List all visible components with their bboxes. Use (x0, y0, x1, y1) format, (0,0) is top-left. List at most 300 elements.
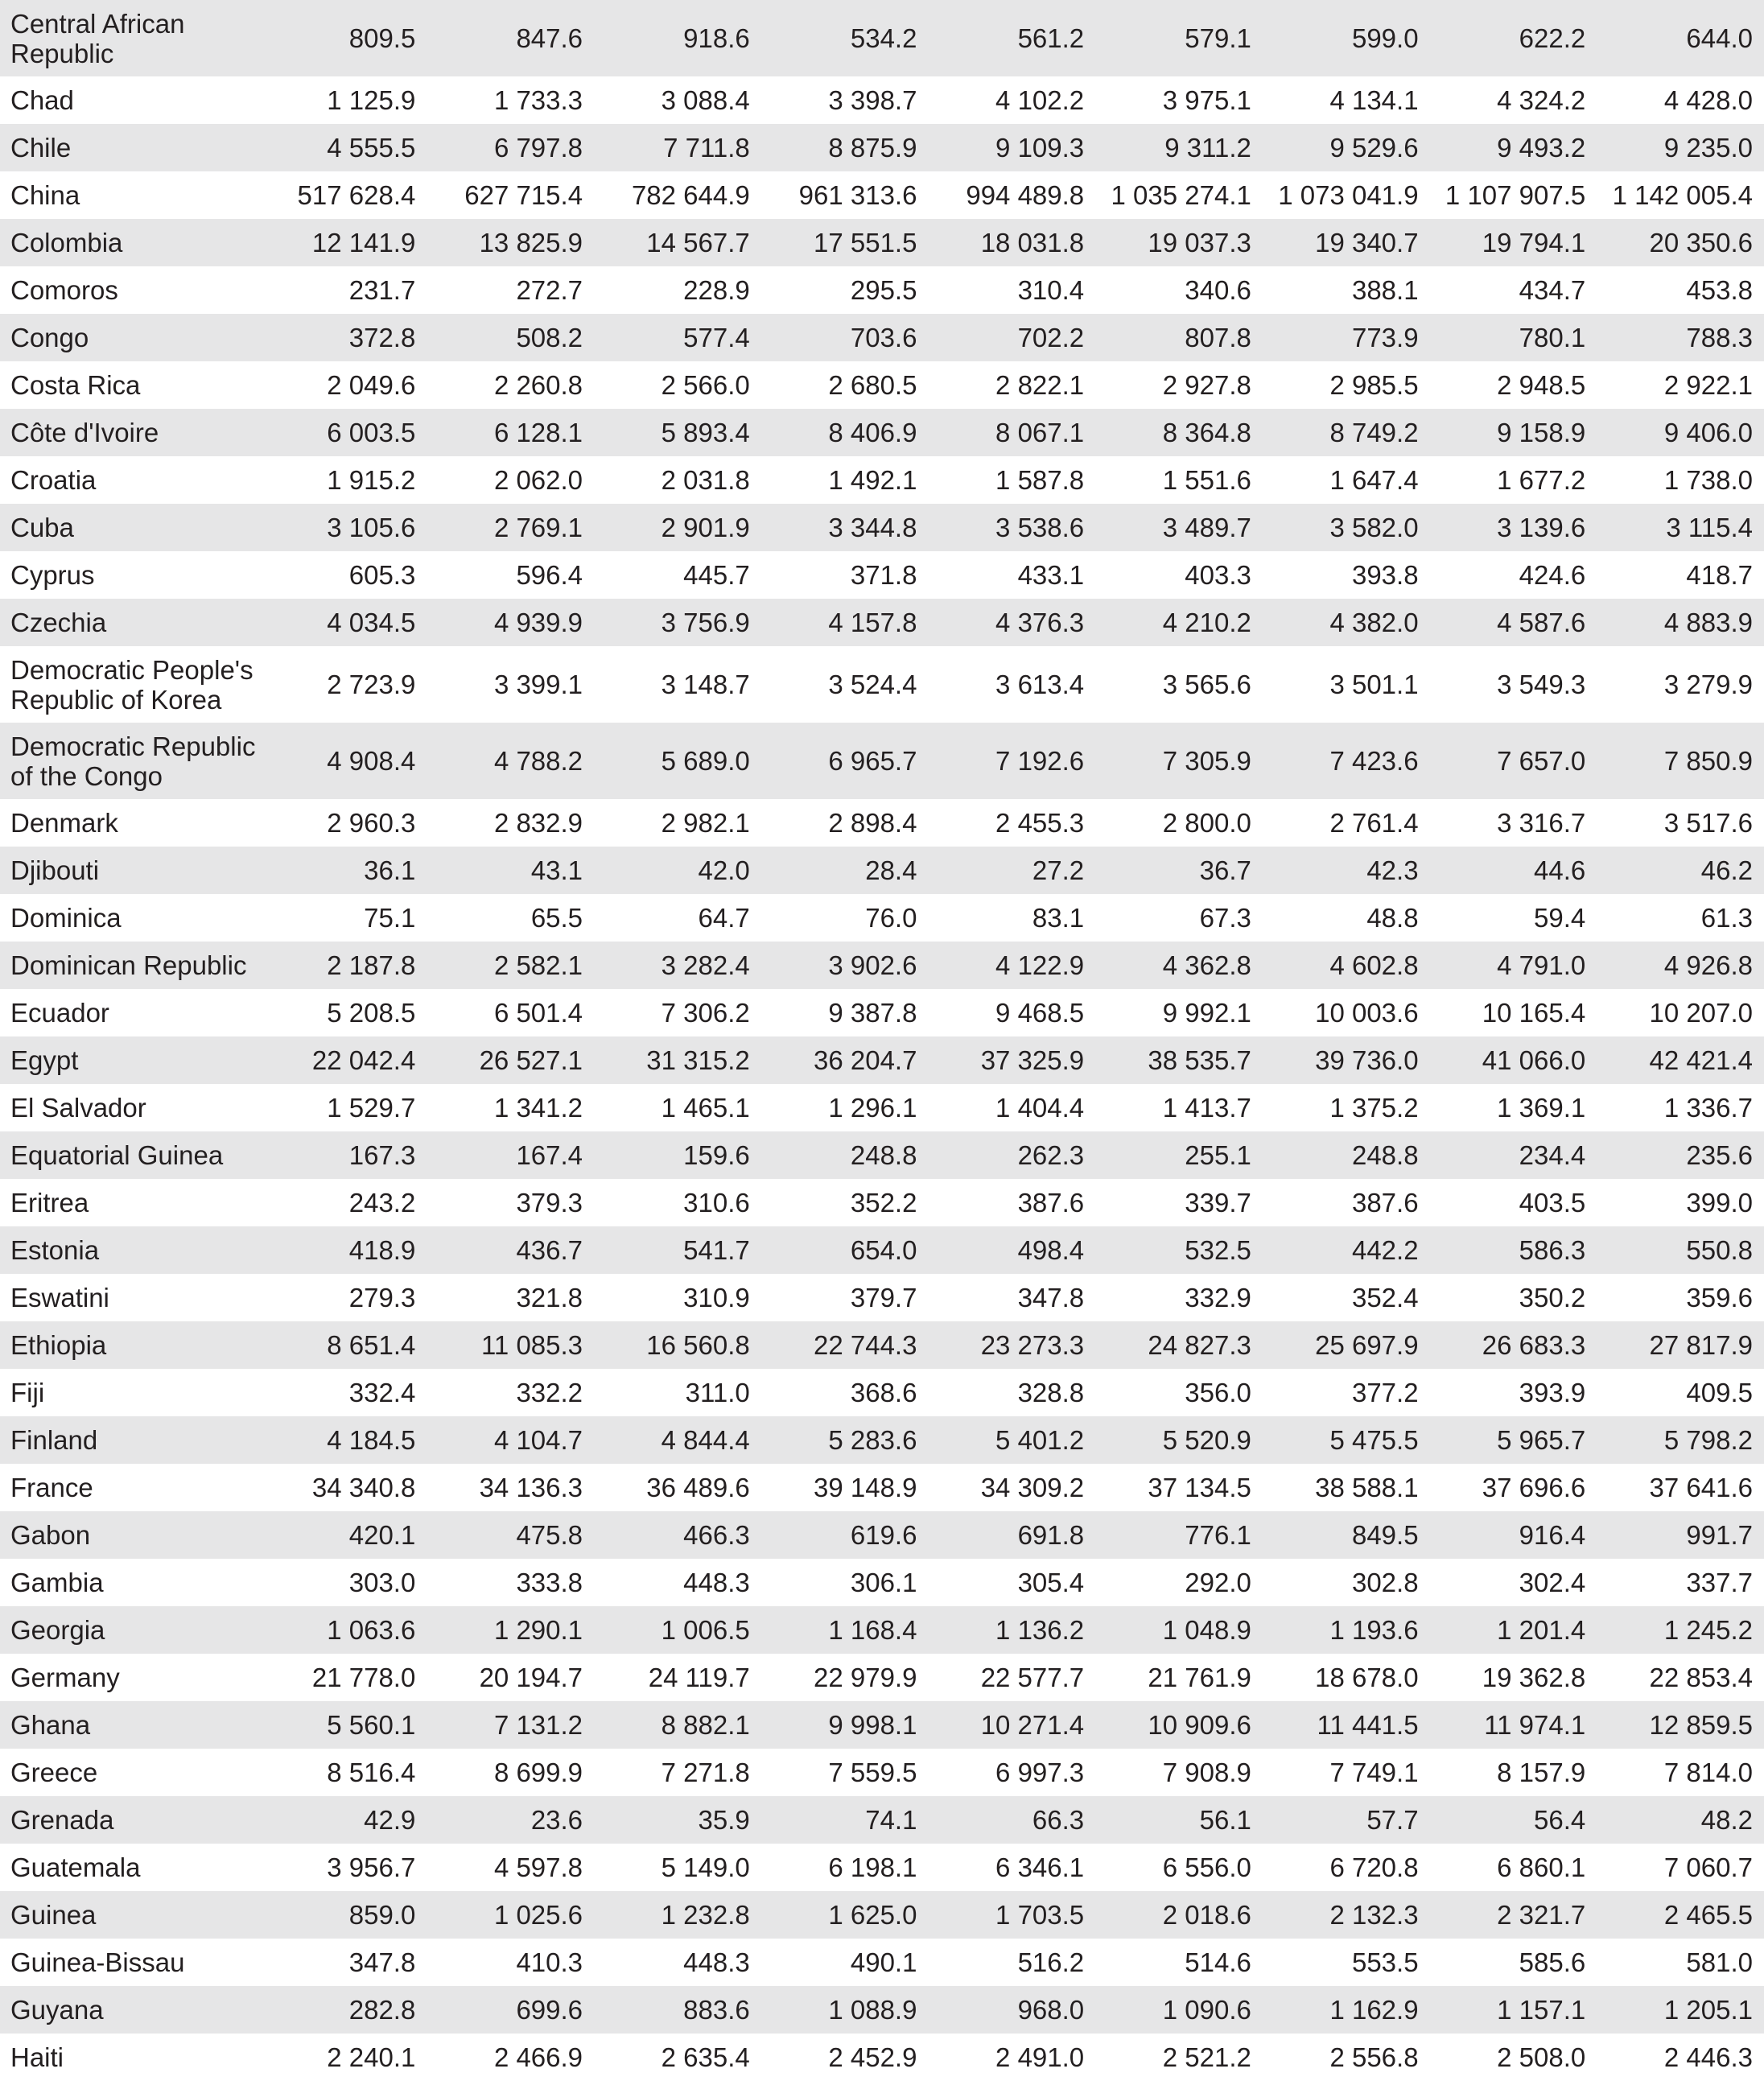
value-cell: 6 720.8 (1329, 1852, 1419, 1882)
value-cell: 6 003.5 (327, 418, 416, 447)
value-cell: 1 006.5 (661, 1615, 750, 1645)
value-cell: 7 850.9 (1663, 746, 1753, 776)
value-cell: 11 085.3 (481, 1330, 583, 1360)
value-cell: 788.3 (1686, 323, 1753, 352)
value-cell: 1 025.6 (493, 1900, 583, 1930)
value-cell: 5 689.0 (661, 746, 750, 776)
value-cell: 1 073 041.9 (1278, 180, 1419, 210)
value-cell: 1 703.5 (995, 1900, 1085, 1930)
value-cell: 4 555.5 (327, 133, 416, 163)
value-cell: 918.6 (683, 23, 750, 53)
table-row (0, 1369, 1764, 1416)
value-cell: 403.5 (1519, 1188, 1586, 1218)
value-cell: 4 883.9 (1663, 608, 1753, 637)
value-cell: 1 193.6 (1329, 1615, 1419, 1645)
value-cell: 3 549.3 (1497, 670, 1586, 699)
value-cell: 4 587.6 (1497, 608, 1586, 637)
value-cell: 282.8 (348, 1995, 416, 2025)
value-cell: 1 404.4 (995, 1093, 1085, 1123)
table-row (0, 1036, 1764, 1084)
country-name-cell: Estonia (10, 1235, 100, 1265)
value-cell: 9 998.1 (828, 1710, 917, 1740)
value-cell: 702.2 (1017, 323, 1085, 352)
value-cell: 4 210.2 (1162, 608, 1251, 637)
value-cell: 310.4 (1017, 275, 1085, 305)
value-cell: 4 791.0 (1497, 950, 1586, 980)
table-row (0, 1559, 1764, 1606)
value-cell: 5 965.7 (1497, 1425, 1586, 1455)
table-row (0, 1274, 1764, 1321)
value-cell: 2 465.5 (1663, 1900, 1753, 1930)
value-cell: 418.7 (1686, 560, 1753, 590)
value-cell: 4 939.9 (493, 608, 583, 637)
value-cell: 442.2 (1351, 1235, 1419, 1265)
value-cell: 1 369.1 (1497, 1093, 1586, 1123)
value-cell: 37 134.5 (1148, 1473, 1251, 1502)
value-cell: 350.2 (1519, 1283, 1586, 1312)
value-cell: 5 208.5 (327, 998, 416, 1028)
value-cell: 17 551.5 (813, 228, 917, 258)
value-cell: 1 677.2 (1497, 465, 1586, 495)
value-cell: 38 588.1 (1315, 1473, 1419, 1502)
table-row (0, 551, 1764, 599)
value-cell: 4 102.2 (995, 85, 1085, 115)
country-name-cell: Colombia (10, 228, 123, 258)
table-row (0, 847, 1764, 894)
value-cell: 41 066.0 (1482, 1045, 1586, 1075)
value-cell: 1 142 005.4 (1612, 180, 1753, 210)
value-cell: 5 401.2 (995, 1425, 1085, 1455)
value-cell: 255.1 (1185, 1140, 1251, 1170)
value-cell: 167.3 (348, 1140, 416, 1170)
value-cell: 48.2 (1700, 1805, 1753, 1835)
value-cell: 42 421.4 (1649, 1045, 1753, 1075)
value-cell: 16 560.8 (646, 1330, 750, 1360)
value-cell: 26 683.3 (1482, 1330, 1586, 1360)
value-cell: 4 122.9 (995, 950, 1085, 980)
value-cell: 292.0 (1185, 1568, 1251, 1597)
value-cell: 1 551.6 (1162, 465, 1251, 495)
value-cell: 21 778.0 (311, 1663, 416, 1692)
value-cell: 7 131.2 (493, 1710, 583, 1740)
value-cell: 3 316.7 (1497, 808, 1586, 838)
table-row (0, 504, 1764, 551)
country-name-cell: Guinea-Bissau (10, 1947, 185, 1977)
value-cell: 57.7 (1366, 1805, 1419, 1835)
country-name-cell: Ecuador (10, 998, 109, 1028)
value-cell: 2 901.9 (661, 513, 750, 542)
value-cell: 3 148.7 (661, 670, 750, 699)
value-cell: 4 844.4 (661, 1425, 750, 1455)
value-cell: 19 362.8 (1482, 1663, 1586, 1692)
country-name-cell: Germany (10, 1663, 120, 1692)
value-cell: 42.3 (1366, 855, 1419, 885)
table-row (0, 1749, 1764, 1796)
value-cell: 8 364.8 (1162, 418, 1251, 447)
value-cell: 8 157.9 (1497, 1758, 1586, 1787)
value-cell: 59.4 (1534, 903, 1586, 933)
table-row (0, 1179, 1764, 1226)
value-cell: 2 455.3 (995, 808, 1085, 838)
value-cell: 2 452.9 (828, 2042, 917, 2072)
value-cell: 22 042.4 (311, 1045, 416, 1075)
country-name-cell: Democratic Republic of the Congo (10, 731, 256, 791)
value-cell: 448.3 (683, 1947, 750, 1977)
country-name-cell: Dominican Republic (10, 950, 247, 980)
value-cell: 5 798.2 (1663, 1425, 1753, 1455)
value-cell: 2 723.9 (327, 670, 416, 699)
value-cell: 1 088.9 (828, 1995, 917, 2025)
value-cell: 305.4 (1017, 1568, 1085, 1597)
value-cell: 393.8 (1351, 560, 1419, 590)
country-name-cell: El Salvador (10, 1093, 146, 1123)
value-cell: 377.2 (1351, 1378, 1419, 1407)
table-row (0, 2034, 1764, 2081)
value-cell: 399.0 (1686, 1188, 1753, 1218)
country-name-cell: Fiji (10, 1378, 45, 1407)
value-cell: 596.4 (516, 560, 583, 590)
value-cell: 379.3 (516, 1188, 583, 1218)
value-cell: 359.6 (1686, 1283, 1753, 1312)
value-cell: 516.2 (1017, 1947, 1085, 1977)
table-row (0, 361, 1764, 409)
value-cell: 445.7 (683, 560, 750, 590)
value-cell: 9 311.2 (1164, 133, 1251, 163)
value-cell: 1 107 907.5 (1445, 180, 1586, 210)
value-cell: 35.9 (698, 1805, 750, 1835)
value-cell: 321.8 (516, 1283, 583, 1312)
value-cell: 424.6 (1519, 560, 1586, 590)
value-cell: 3 115.4 (1666, 513, 1753, 542)
value-cell: 8 406.9 (828, 418, 917, 447)
value-cell: 368.6 (850, 1378, 917, 1407)
value-cell: 4 184.5 (327, 1425, 416, 1455)
value-cell: 807.8 (1185, 323, 1251, 352)
value-cell: 550.8 (1686, 1235, 1753, 1265)
value-cell: 22 577.7 (980, 1663, 1085, 1692)
value-cell: 7 271.8 (661, 1758, 750, 1787)
value-cell: 4 362.8 (1162, 950, 1251, 980)
value-cell: 6 346.1 (995, 1852, 1085, 1882)
value-cell: 22 744.3 (813, 1330, 917, 1360)
value-cell: 19 037.3 (1148, 228, 1251, 258)
value-cell: 2 927.8 (1162, 370, 1251, 400)
value-cell: 508.2 (516, 323, 583, 352)
value-cell: 4 428.0 (1663, 85, 1753, 115)
value-cell: 65.5 (530, 903, 583, 933)
value-cell: 1 125.9 (327, 85, 416, 115)
country-name-cell: Dominica (10, 903, 122, 933)
value-cell: 4 788.2 (493, 746, 583, 776)
value-cell: 2 321.7 (1497, 1900, 1586, 1930)
value-cell: 3 139.6 (1497, 513, 1586, 542)
value-cell: 37 641.6 (1649, 1473, 1753, 1502)
value-cell: 39 148.9 (813, 1473, 917, 1502)
value-cell: 311.0 (685, 1378, 750, 1407)
value-cell: 1 090.6 (1162, 1995, 1251, 2025)
value-cell: 56.1 (1199, 1805, 1251, 1835)
value-cell: 2 898.4 (828, 808, 917, 838)
value-cell: 295.5 (850, 275, 917, 305)
value-cell: 6 797.8 (493, 133, 583, 163)
value-cell: 243.2 (348, 1188, 416, 1218)
value-cell: 1 733.3 (493, 85, 583, 115)
value-cell: 968.0 (1017, 1995, 1085, 2025)
value-cell: 453.8 (1686, 275, 1753, 305)
value-cell: 622.2 (1519, 23, 1586, 53)
value-cell: 76.0 (865, 903, 917, 933)
value-cell: 26 527.1 (479, 1045, 583, 1075)
value-cell: 1 035 274.1 (1111, 180, 1251, 210)
value-cell: 3 105.6 (327, 513, 416, 542)
value-cell: 4 324.2 (1497, 85, 1586, 115)
value-cell: 619.6 (850, 1520, 917, 1550)
value-cell: 586.3 (1519, 1235, 1586, 1265)
value-cell: 7 814.0 (1663, 1758, 1753, 1787)
value-cell: 541.7 (683, 1235, 750, 1265)
value-cell: 279.3 (348, 1283, 416, 1312)
value-cell: 9 387.8 (828, 998, 917, 1028)
value-cell: 2 446.3 (1663, 2042, 1753, 2072)
value-cell: 7 060.7 (1663, 1852, 1753, 1882)
value-cell: 2 922.1 (1663, 370, 1753, 400)
value-cell: 64.7 (698, 903, 750, 933)
country-name-cell: Congo (10, 323, 89, 352)
value-cell: 4 926.8 (1663, 950, 1753, 980)
table-row (0, 456, 1764, 504)
value-cell: 3 501.1 (1329, 670, 1419, 699)
value-cell: 4 597.8 (493, 1852, 583, 1882)
value-cell: 9 235.0 (1663, 133, 1753, 163)
value-cell: 809.5 (348, 23, 416, 53)
value-cell: 581.0 (1686, 1947, 1753, 1977)
value-cell: 1 465.1 (661, 1093, 750, 1123)
value-cell: 6 997.3 (995, 1758, 1085, 1787)
value-cell: 159.6 (683, 1140, 750, 1170)
value-cell: 10 207.0 (1649, 998, 1753, 1028)
table-row (0, 266, 1764, 314)
country-name-cell: Equatorial Guinea (10, 1140, 224, 1170)
value-cell: 2 240.1 (327, 2042, 416, 2072)
value-cell: 420.1 (348, 1520, 416, 1550)
value-cell: 585.6 (1519, 1947, 1586, 1977)
value-cell: 2 635.4 (661, 2042, 750, 2072)
value-cell: 337.7 (1686, 1568, 1753, 1597)
value-cell: 577.4 (683, 323, 750, 352)
value-cell: 6 198.1 (828, 1852, 917, 1882)
value-cell: 3 975.1 (1162, 85, 1251, 115)
value-cell: 387.6 (1351, 1188, 1419, 1218)
value-cell: 310.9 (683, 1283, 750, 1312)
value-cell: 561.2 (1017, 23, 1085, 53)
value-cell: 6 128.1 (493, 418, 583, 447)
value-cell: 2 948.5 (1497, 370, 1586, 400)
value-cell: 8 516.4 (327, 1758, 416, 1787)
value-cell: 1 529.7 (327, 1093, 416, 1123)
value-cell: 7 306.2 (661, 998, 750, 1028)
value-cell: 22 979.9 (813, 1663, 917, 1692)
value-cell: 475.8 (516, 1520, 583, 1550)
value-cell: 1 296.1 (828, 1093, 917, 1123)
value-cell: 61.3 (1700, 903, 1753, 933)
value-cell: 167.4 (516, 1140, 583, 1170)
country-name-cell: Denmark (10, 808, 118, 838)
value-cell: 859.0 (348, 1900, 416, 1930)
value-cell: 27 817.9 (1649, 1330, 1753, 1360)
country-name-cell: Eswatini (10, 1283, 109, 1312)
value-cell: 3 279.9 (1663, 670, 1753, 699)
value-cell: 347.8 (348, 1947, 416, 1977)
value-cell: 2 508.0 (1497, 2042, 1586, 2072)
country-name-cell: Egypt (10, 1045, 79, 1075)
value-cell: 4 157.8 (828, 608, 917, 637)
table-row (0, 0, 1764, 76)
table-row (0, 1701, 1764, 1749)
value-cell: 691.8 (1017, 1520, 1085, 1550)
value-cell: 490.1 (850, 1947, 917, 1977)
value-cell: 2 769.1 (493, 513, 583, 542)
value-cell: 9 158.9 (1497, 418, 1586, 447)
value-cell: 6 860.1 (1497, 1852, 1586, 1882)
value-cell: 883.6 (683, 1995, 750, 2025)
value-cell: 3 524.4 (828, 670, 917, 699)
country-name-cell: Chile (10, 133, 72, 163)
value-cell: 310.6 (683, 1188, 750, 1218)
table-row (0, 894, 1764, 942)
value-cell: 352.2 (850, 1188, 917, 1218)
value-cell: 2 260.8 (493, 370, 583, 400)
value-cell: 27.2 (1032, 855, 1085, 885)
country-name-cell: Grenada (10, 1805, 114, 1835)
country-name-cell: Croatia (10, 465, 97, 495)
value-cell: 403.3 (1185, 560, 1251, 590)
value-cell: 387.6 (1017, 1188, 1085, 1218)
value-cell: 24 119.7 (648, 1663, 750, 1692)
country-name-cell: Guatemala (10, 1852, 141, 1882)
value-cell: 340.6 (1185, 275, 1251, 305)
value-cell: 24 827.3 (1148, 1330, 1251, 1360)
value-cell: 10 909.6 (1148, 1710, 1251, 1740)
value-cell: 347.8 (1017, 1283, 1085, 1312)
value-cell: 248.8 (1351, 1140, 1419, 1170)
value-cell: 36 489.6 (646, 1473, 750, 1502)
value-cell: 42.0 (698, 855, 750, 885)
country-name-cell: Ghana (10, 1710, 91, 1740)
value-cell: 34 309.2 (980, 1473, 1085, 1502)
value-cell: 1 168.4 (828, 1615, 917, 1645)
value-cell: 436.7 (516, 1235, 583, 1265)
table-row (0, 723, 1764, 799)
value-cell: 534.2 (850, 23, 917, 53)
value-cell: 67.3 (1199, 903, 1251, 933)
value-cell: 991.7 (1686, 1520, 1753, 1550)
table-row (0, 124, 1764, 171)
value-cell: 393.9 (1519, 1378, 1586, 1407)
value-cell: 3 565.6 (1162, 670, 1251, 699)
value-cell: 9 493.2 (1497, 133, 1586, 163)
value-cell: 37 696.6 (1482, 1473, 1586, 1502)
value-cell: 3 902.6 (828, 950, 917, 980)
value-cell: 46.2 (1700, 855, 1753, 885)
value-cell: 7 711.8 (663, 133, 750, 163)
value-cell: 498.4 (1017, 1235, 1085, 1265)
value-cell: 9 406.0 (1663, 418, 1753, 447)
country-name-cell: Comoros (10, 275, 118, 305)
table-row (0, 1654, 1764, 1701)
value-cell: 28.4 (865, 855, 917, 885)
value-cell: 1 413.7 (1162, 1093, 1251, 1123)
value-cell: 8 067.1 (995, 418, 1085, 447)
value-cell: 36.1 (364, 855, 416, 885)
value-cell: 43.1 (530, 855, 583, 885)
country-name-cell: Costa Rica (10, 370, 141, 400)
value-cell: 42.9 (364, 1805, 416, 1835)
value-cell: 1 201.4 (1497, 1615, 1586, 1645)
value-cell: 339.7 (1185, 1188, 1251, 1218)
value-cell: 2 822.1 (995, 370, 1085, 400)
value-cell: 1 063.6 (327, 1615, 416, 1645)
value-cell: 228.9 (683, 275, 750, 305)
value-cell: 10 271.4 (980, 1710, 1085, 1740)
value-cell: 644.0 (1686, 23, 1753, 53)
value-cell: 9 992.1 (1162, 998, 1251, 1028)
value-cell: 37 325.9 (980, 1045, 1085, 1075)
value-cell: 332.9 (1185, 1283, 1251, 1312)
table-row (0, 646, 1764, 723)
value-cell: 9 109.3 (995, 133, 1085, 163)
table-row (0, 989, 1764, 1036)
value-cell: 579.1 (1185, 23, 1251, 53)
value-cell: 66.3 (1032, 1805, 1085, 1835)
value-cell: 3 956.7 (327, 1852, 416, 1882)
value-cell: 36 204.7 (813, 1045, 917, 1075)
value-cell: 849.5 (1351, 1520, 1419, 1550)
value-cell: 83.1 (1032, 903, 1085, 933)
value-cell: 3 489.7 (1162, 513, 1251, 542)
value-cell: 21 761.9 (1148, 1663, 1251, 1692)
value-cell: 9 468.5 (995, 998, 1085, 1028)
country-name-cell: Cyprus (10, 560, 95, 590)
value-cell: 372.8 (348, 323, 416, 352)
value-cell: 3 613.4 (995, 670, 1085, 699)
value-cell: 2 582.1 (493, 950, 583, 980)
value-cell: 433.1 (1017, 560, 1085, 590)
value-cell: 8 882.1 (661, 1710, 750, 1740)
value-cell: 1 048.9 (1162, 1615, 1251, 1645)
value-cell: 5 149.0 (661, 1852, 750, 1882)
value-cell: 12 141.9 (311, 228, 416, 258)
value-cell: 418.9 (348, 1235, 416, 1265)
table-row (0, 314, 1764, 361)
value-cell: 19 794.1 (1482, 228, 1586, 258)
value-cell: 553.5 (1351, 1947, 1419, 1977)
table-row (0, 1844, 1764, 1891)
table-row (0, 799, 1764, 847)
value-cell: 3 398.7 (828, 85, 917, 115)
value-cell: 10 165.4 (1482, 998, 1586, 1028)
value-cell: 14 567.7 (646, 228, 750, 258)
value-cell: 1 336.7 (1663, 1093, 1753, 1123)
value-cell: 2 566.0 (661, 370, 750, 400)
value-cell: 13 825.9 (479, 228, 583, 258)
value-cell: 3 756.9 (661, 608, 750, 637)
country-name-cell: China (10, 180, 80, 210)
value-cell: 18 678.0 (1315, 1663, 1419, 1692)
value-cell: 4 908.4 (327, 746, 416, 776)
value-cell: 39 736.0 (1315, 1045, 1419, 1075)
value-cell: 434.7 (1519, 275, 1586, 305)
value-cell: 2 982.1 (661, 808, 750, 838)
